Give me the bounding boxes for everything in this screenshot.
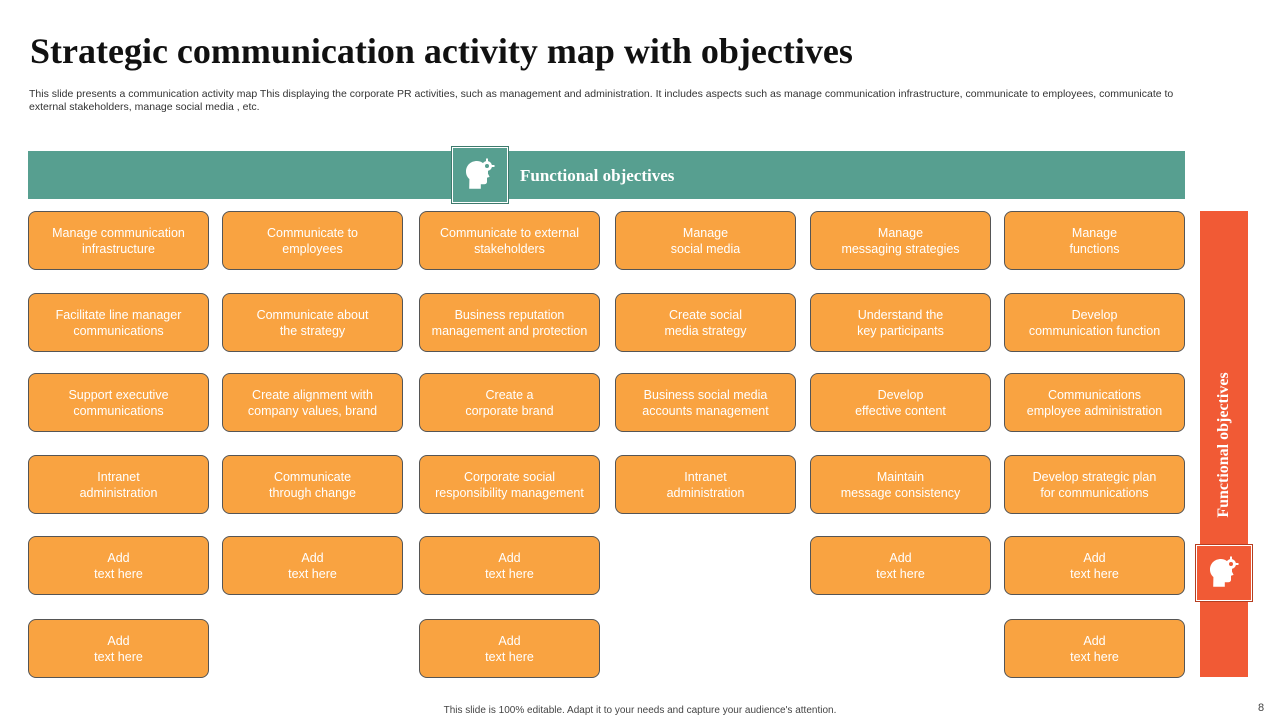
activity-box-line: Communicate to external [440, 225, 579, 240]
activity-box-line: Add [1083, 633, 1106, 648]
activity-box [419, 455, 600, 514]
activity-box-line: through change [269, 485, 356, 500]
activity-box [810, 293, 991, 352]
activity-box [1004, 455, 1185, 514]
activity-box-line: management and protection [431, 323, 588, 338]
activity-box-line: Add [889, 550, 912, 565]
activity-box-line: administration [666, 485, 745, 500]
activity-box-line: employee administration [1026, 403, 1163, 418]
activity-box-line: Manage [877, 225, 924, 240]
activity-box-line: text here [1070, 566, 1119, 581]
activity-box-line: for communications [1040, 485, 1149, 500]
activity-box-line: text here [94, 566, 143, 581]
activity-box-line: Add [1083, 550, 1106, 565]
activity-box [1004, 373, 1185, 432]
activity-box [810, 373, 991, 432]
activity-box-line: infrastructure [82, 241, 155, 256]
activity-box-line: corporate brand [465, 403, 554, 418]
page-number: 8 [1258, 702, 1265, 714]
header-icon-box [452, 147, 508, 203]
activity-box [419, 536, 600, 595]
activity-box [28, 619, 209, 678]
activity-box [419, 619, 600, 678]
activity-box-line: text here [94, 649, 143, 664]
activity-box-line: Develop [1071, 307, 1118, 322]
activity-box-line: Business reputation [454, 307, 565, 322]
activity-box-line: text here [288, 566, 337, 581]
activity-box [810, 536, 991, 595]
activity-box [222, 373, 403, 432]
activity-box-line: Create a [485, 387, 534, 402]
activity-box-line: media strategy [664, 323, 747, 338]
activity-box-line: Add [107, 633, 130, 648]
activity-box-line: Manage communication [52, 225, 185, 240]
activity-box [615, 211, 796, 270]
activity-box-line: Communicate [273, 469, 352, 484]
activity-box-line: Communicate to [266, 225, 358, 240]
header-label: Functional objectives [520, 166, 675, 185]
activity-box-line: accounts management [642, 403, 769, 418]
activity-box [1004, 211, 1185, 270]
activity-box-line: the strategy [279, 323, 346, 338]
activity-box-line: effective content [855, 403, 946, 418]
activity-box-line: Manage [1071, 225, 1118, 240]
activity-box-line: social media [670, 241, 741, 256]
activity-box [419, 211, 600, 270]
activity-box [1004, 536, 1185, 595]
activity-box [28, 211, 209, 270]
activity-box-line: Maintain [876, 469, 925, 484]
activity-box-line: Manage [682, 225, 729, 240]
activity-box-line: company values, brand [247, 403, 378, 418]
activity-box-line: message consistency [840, 485, 961, 500]
activity-box [222, 293, 403, 352]
activity-box [810, 211, 991, 270]
activity-box-line: Intranet [97, 469, 140, 484]
page-title: Strategic communication activity map with objectives [30, 31, 853, 71]
activity-box-line: responsibility management [435, 485, 584, 500]
activity-box-line: Intranet [684, 469, 727, 484]
activity-box [615, 373, 796, 432]
activity-box-line: Understand the [857, 307, 944, 322]
activity-box-line: key participants [857, 323, 944, 338]
activity-box-line: Facilitate line manager [55, 307, 182, 322]
activity-box-line: functions [1069, 241, 1120, 256]
activity-box-line: communications [73, 403, 164, 418]
activity-box-line: administration [79, 485, 158, 500]
activity-box-line: Corporate social [463, 469, 555, 484]
activity-box-line: communications [73, 323, 164, 338]
activity-box-line: communication function [1028, 323, 1161, 338]
activity-box [615, 455, 796, 514]
activity-box-line: stakeholders [474, 241, 545, 256]
activity-box-line: text here [485, 649, 534, 664]
activity-box-line: text here [485, 566, 534, 581]
side-label: Functional objectives [1215, 372, 1232, 518]
footer-note: This slide is 100% editable. Adapt it to your needs and capture your audience's attention. [443, 705, 837, 716]
activity-box [222, 536, 403, 595]
activity-box-line: Add [498, 550, 521, 565]
activity-box [28, 455, 209, 514]
side-icon-box [1196, 545, 1252, 601]
head-gear-icon [460, 155, 500, 195]
page-subtitle: This slide presents a communication activity map This displaying the corporate PR activities, such as management and administration. It includes aspects such as manage communication infrastructure, communicate to employees, communicate to external stakeholders, manage social media , etc. [29, 88, 1174, 113]
activity-box-line: Business social media [643, 387, 768, 402]
activity-box-line: text here [876, 566, 925, 581]
activity-box-line: employees [282, 241, 343, 256]
activity-box [419, 373, 600, 432]
activity-box-line: Add [107, 550, 130, 565]
activity-box [28, 373, 209, 432]
activity-box [810, 455, 991, 514]
activity-box [222, 455, 403, 514]
activity-box [222, 211, 403, 270]
activity-box-line: Develop [877, 387, 924, 402]
activity-box-line: messaging strategies [841, 241, 960, 256]
activity-box [419, 293, 600, 352]
activity-box [28, 536, 209, 595]
activity-box [615, 293, 796, 352]
activity-box-line: Communications [1047, 387, 1142, 402]
activity-box-line: text here [1070, 649, 1119, 664]
activity-box-line: Support executive [68, 387, 169, 402]
activity-box [28, 293, 209, 352]
activity-box-line: Communicate about [256, 307, 369, 322]
activity-box [1004, 293, 1185, 352]
activity-box-line: Create alignment with [252, 387, 373, 402]
activity-box-line: Add [301, 550, 324, 565]
activity-box-line: Develop strategic plan [1032, 469, 1157, 484]
head-gear-icon [1204, 553, 1244, 593]
activity-box [1004, 619, 1185, 678]
activity-box-line: Add [498, 633, 521, 648]
activity-box-line: Create social [669, 307, 742, 322]
